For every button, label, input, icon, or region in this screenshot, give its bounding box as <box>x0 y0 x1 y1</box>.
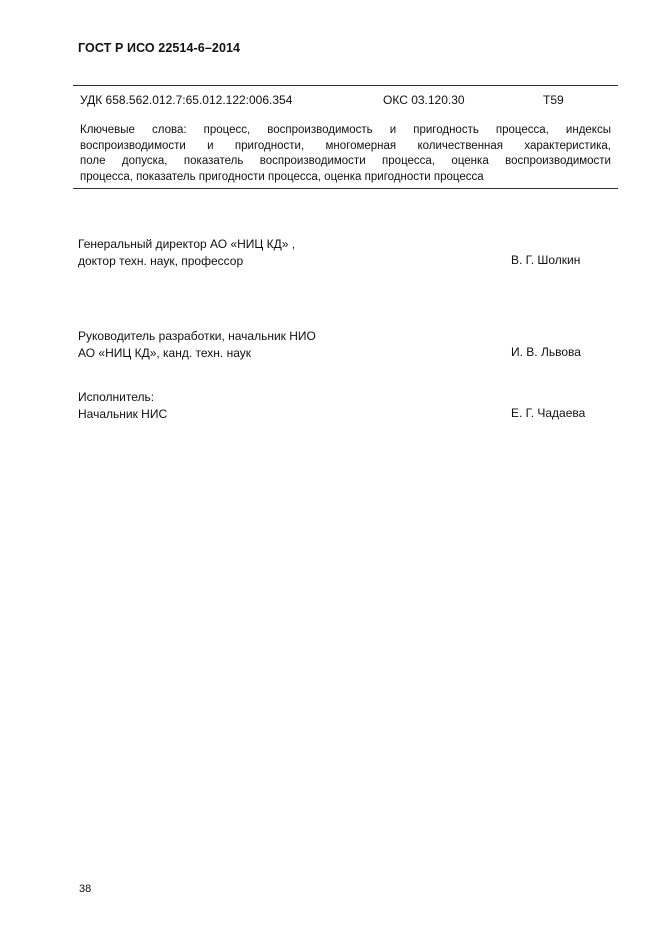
keywords-line: Ключевые слова: процесс, воспроизводимость и пригодность процесса, индексы <box>80 124 611 136</box>
document-header-title: ГОСТ Р ИСО 22514-6–2014 <box>78 41 241 55</box>
signature-name: И. В. Львова <box>511 345 581 359</box>
signature-block-executor <box>78 389 167 423</box>
page-number: 38 <box>79 883 92 895</box>
keywords-line: процесса, показатель пригодности процесса, оценка пригодности процесса <box>80 170 484 183</box>
signature-position: Исполнитель: <box>78 390 155 404</box>
keywords-line: поле допуска, показатель воспроизводимости процесса, оценка воспроизводимости <box>80 155 611 168</box>
classification-code: T59 <box>543 93 564 107</box>
udk-code: УДК 658.562.012.7:65.012.122:006.354 <box>80 93 293 107</box>
signature-position: Генеральный директор АО «НИЦ КД» , <box>78 237 296 251</box>
signature-name: В. Г. Шолкин <box>511 253 581 267</box>
oks-code: ОКС 03.120.30 <box>383 93 465 107</box>
signature-credentials: АО «НИЦ КД», канд. техн. наук <box>78 346 252 360</box>
signature-position: Руководитель разработки, начальник НИО <box>78 329 316 343</box>
signature-block-lead <box>78 328 316 362</box>
signature-credentials: доктор техн. наук, профессор <box>78 254 244 268</box>
signature-block-director <box>78 236 295 270</box>
signature-name: Е. Г. Чадаева <box>511 406 586 420</box>
bottom-rule <box>73 188 618 189</box>
signature-credentials: Начальник НИС <box>78 407 168 421</box>
keywords-paragraph <box>80 123 611 185</box>
top-rule <box>73 85 618 86</box>
keywords-line: воспроизводимости и пригодности, многомерная количественная характеристика, <box>80 139 611 152</box>
